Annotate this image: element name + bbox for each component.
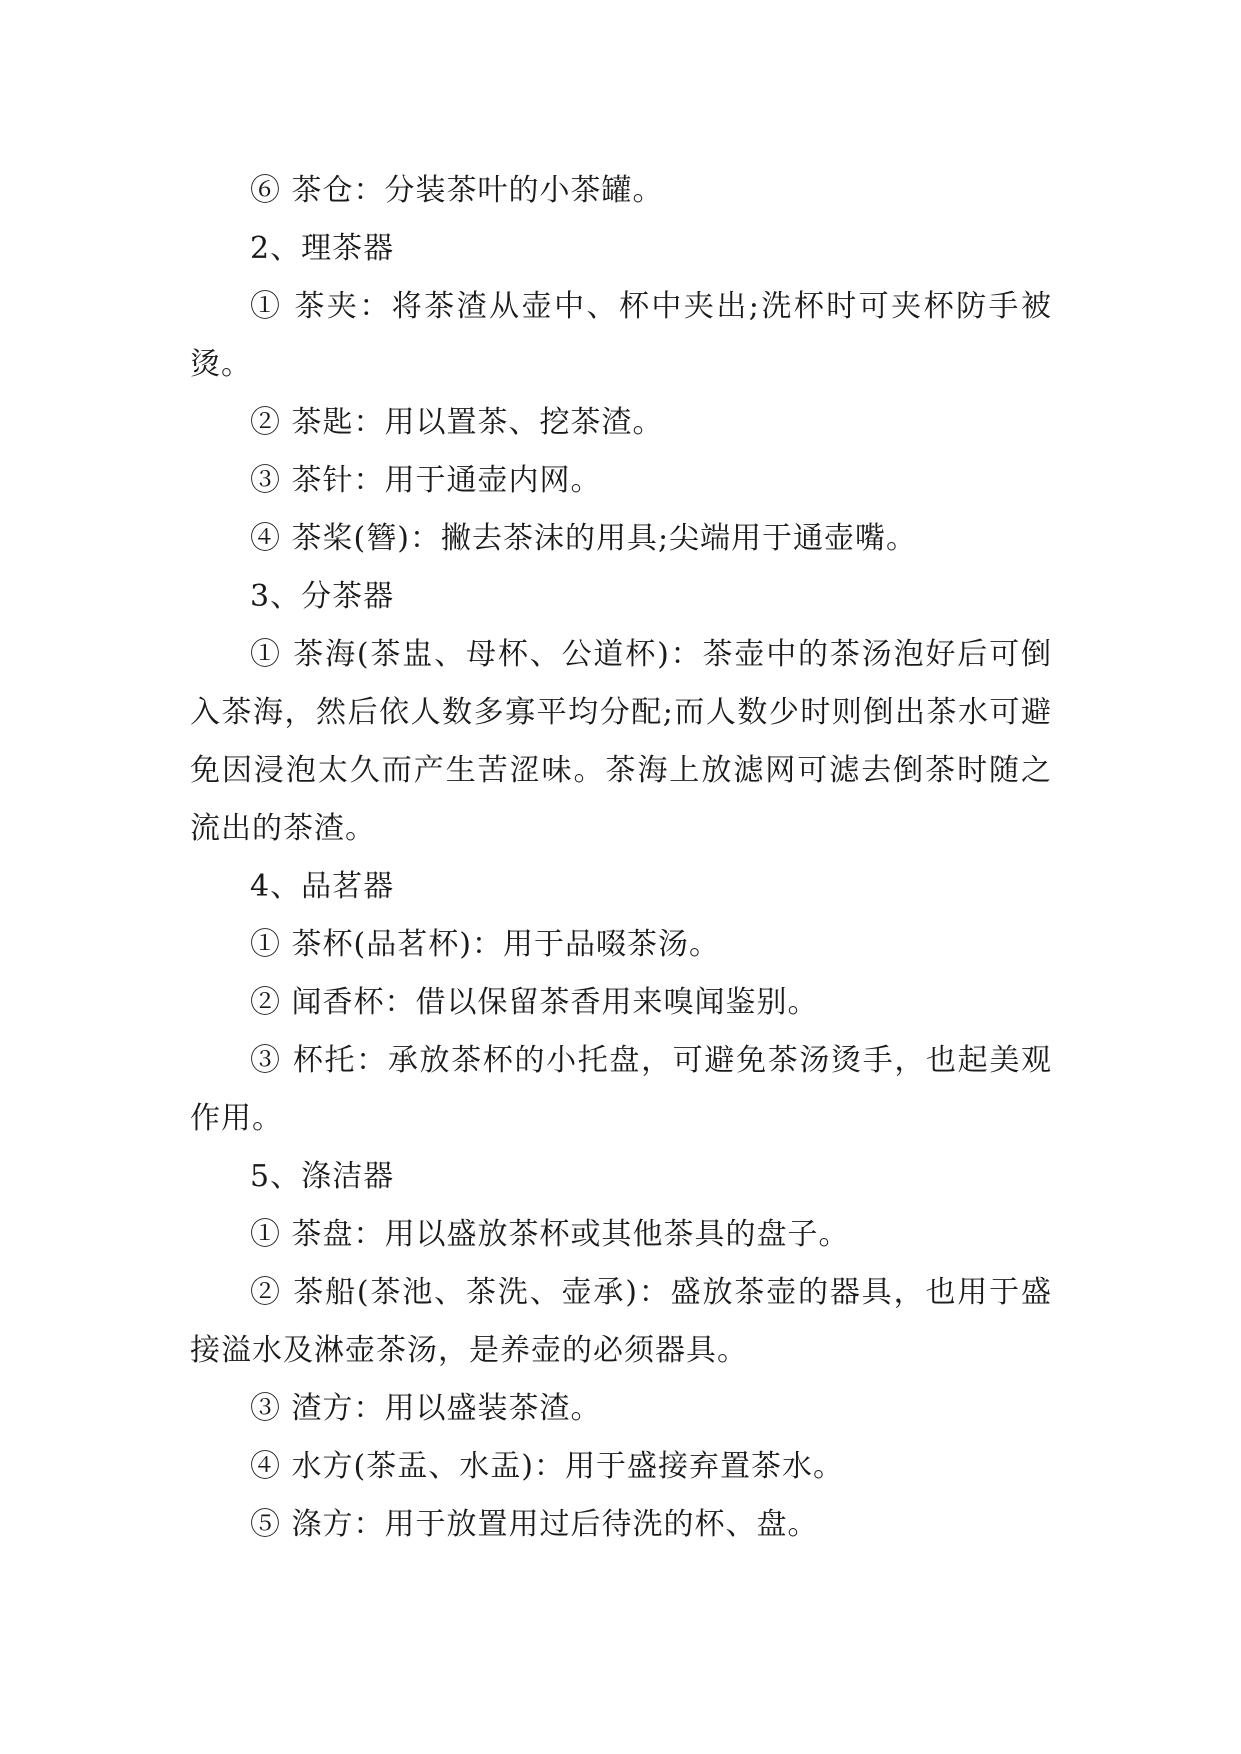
section-heading-tea-handling-tools: 2、理茶器 [250,231,395,266]
item-tea-spoon: ② 茶匙：用以置茶、挖茶渣。 [250,405,664,440]
item-fairness-pitcher: ① 茶海(茶盅、母杯、公道杯)：茶壶中的茶汤泡好后可倒入茶海，然后依人数多寡平均分配;而人数少时则倒出茶水可避免因浸泡太久而产生苦涩味。茶海上放滤网可滤去倒茶时随之流出的茶渣。 [190,637,1052,846]
item-tea-canister: ⑥ 茶仓：分装茶叶的小茶罐。 [250,173,664,208]
item-tea-boat: ② 茶船(茶池、茶洗、壶承)：盛放茶壶的器具，也用于盛接溢水及淋壶茶汤，是养壶的必须器具。 [190,1275,1052,1368]
item-tea-tongs: ① 茶夹：将茶渣从壶中、杯中夹出;洗杯时可夹杯防手被烫。 [190,289,1052,382]
section-heading-tasting-tools: 4、品茗器 [250,869,395,904]
item-tea-needle: ③ 茶针：用于通壶内网。 [250,463,602,498]
section-heading-tea-dividing-tools: 3、分茶器 [250,579,395,614]
item-aroma-cup: ② 闻香杯：借以保留茶香用来嗅闻鉴别。 [250,985,819,1020]
document-page [190,162,1052,1554]
item-water-basin: ④ 水方(茶盂、水盂)：用于盛接弃置茶水。 [250,1449,844,1484]
item-tea-paddle: ④ 茶桨(簪)：撇去茶沫的用具;尖端用于通壶嘴。 [250,521,918,556]
item-tea-tray: ① 茶盘：用以盛放茶杯或其他茶具的盘子。 [250,1217,850,1252]
item-tasting-cup: ① 茶杯(品茗杯)：用于品啜茶汤。 [250,927,720,962]
item-wash-holder: ⑤ 涤方：用于放置用过后待洗的杯、盘。 [250,1507,819,1542]
item-cup-saucer: ③ 杯托：承放茶杯的小托盘，可避免茶汤烫手，也起美观作用。 [190,1043,1052,1136]
section-heading-cleaning-tools: 5、涤洁器 [250,1159,395,1194]
item-leaf-bin: ③ 渣方：用以盛装茶渣。 [250,1391,602,1426]
